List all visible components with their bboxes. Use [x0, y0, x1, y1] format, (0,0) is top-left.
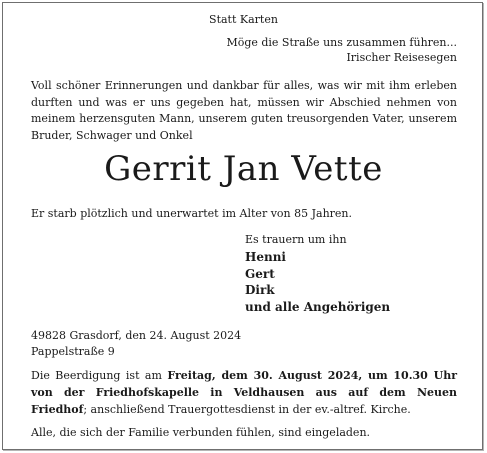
- deceased-name: Gerrit Jan Vette: [104, 149, 383, 189]
- death-statement: Er starb plötzlich und unerwartet im Alter von 85 Jahren.: [31, 207, 353, 220]
- place-date: 49828 Grasdorf, den 24. August 2024: [31, 329, 242, 342]
- mourner-name: Gert: [245, 266, 275, 281]
- header-statt-karten: Statt Karten: [209, 13, 278, 26]
- place-date-block: [31, 328, 241, 360]
- mourners-intro: Es trauern um ihn: [245, 233, 347, 246]
- mourners-block: [245, 233, 390, 315]
- motto-source: Irischer Reisesegen: [346, 51, 457, 64]
- mourner-name: und alle Angehörigen: [245, 299, 391, 314]
- address: Pappelstraße 9: [31, 345, 115, 358]
- funeral-text-end: ; anschließend Trauergottesdienst in der ev.-altref. Kirche.: [83, 403, 411, 416]
- mourner-name: Dirk: [245, 283, 275, 297]
- funeral-details: Freitag, dem 30. August 2024, um 10.30 Uhr von der Friedhofskapelle in Veldhausen aus auf dem Neuen Friedhof: [31, 369, 457, 416]
- motto-line: Möge die Straße uns zusammen führen...: [226, 36, 457, 49]
- intro-paragraph: Voll schöner Erinnerungen und dankbar für alles, was wir mit ihm erleben durften und was er uns gegeben hat, müssen wir Abschied nehmen von meinem herzensguten Mann, unserem guten treusorgenden Vater, unserem Bruder, Schwager und Onkel: [31, 79, 457, 142]
- mourner-name: Henni: [245, 250, 286, 264]
- funeral-text-start: Die Beerdigung ist am: [31, 369, 168, 382]
- closing-statement: Alle, die sich der Familie verbunden fühlen, sind eingeladen.: [31, 426, 371, 439]
- funeral-paragraph: [31, 367, 457, 418]
